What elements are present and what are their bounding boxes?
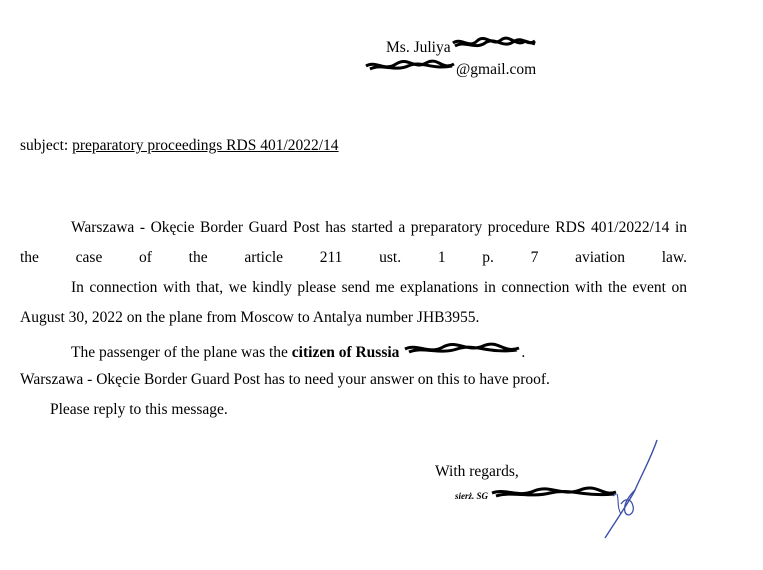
paragraph-4: Warszawa - Okęcie Border Guard Post has to need your answer on this to have proof.	[20, 371, 550, 388]
redaction-mark	[451, 36, 537, 52]
paragraph-2: In connection with that, we kindly please send me explanations in connection with the event on August 30, 2022 on the plane from Moscow to Antalya number JHB3955.	[20, 279, 687, 326]
signer-rank	[455, 487, 618, 501]
redaction-mark	[403, 341, 521, 357]
redaction-mark	[364, 58, 456, 74]
paragraph-3-end: .	[521, 344, 526, 361]
subject-text: preparatory proceedings RDS 401/2022/14	[72, 137, 339, 154]
recipient-block	[386, 36, 537, 80]
handwritten-signature	[595, 438, 665, 542]
subject-line	[20, 137, 339, 155]
recipient-name-line	[386, 36, 537, 58]
recipient-name: Ms. Juliya	[386, 39, 451, 56]
signer-rank-text: sierż. SG	[455, 491, 489, 501]
paragraph-3	[71, 341, 525, 362]
recipient-email-suffix: @gmail.com	[456, 61, 537, 78]
recipient-email-line	[364, 58, 537, 80]
paragraph-5: Please reply to this message.	[50, 401, 228, 418]
paragraph-3-bold: citizen of Russia	[291, 344, 400, 361]
paragraph-1: Warszawa - Okęcie Border Guard Post has started a preparatory procedure RDS 401/2022/14 in the case of the article 211 ust. 1 p. 7 aviation law.	[20, 219, 687, 266]
closing-regards: With regards,	[435, 463, 519, 480]
subject-label: subject:	[20, 137, 69, 154]
paragraph-3-text: The passenger of the plane was the	[71, 344, 288, 361]
